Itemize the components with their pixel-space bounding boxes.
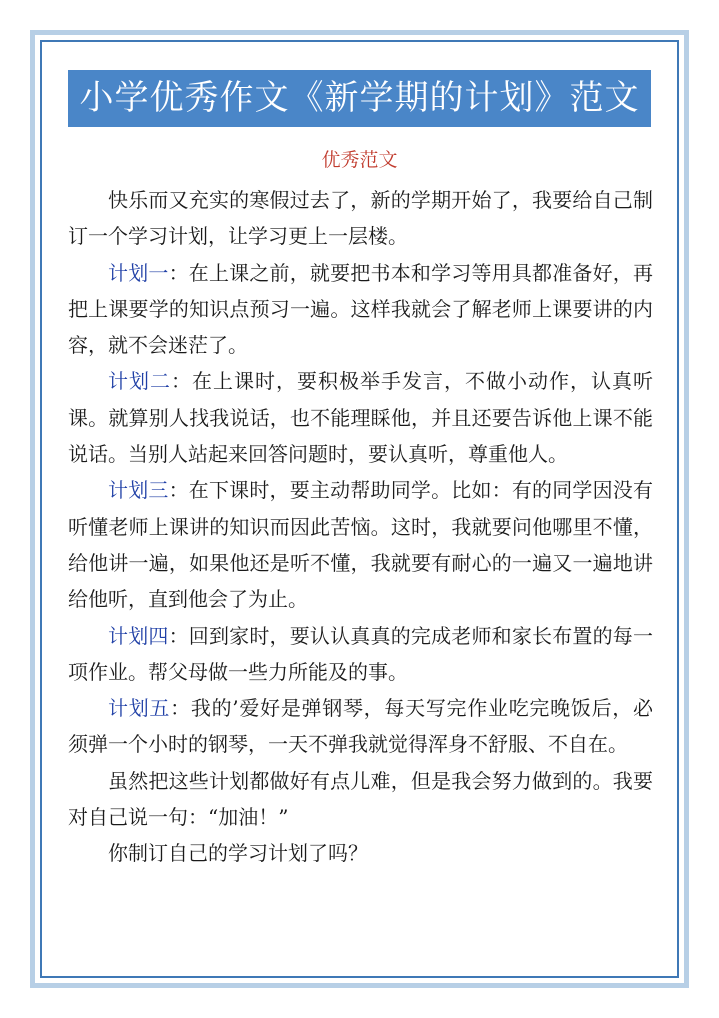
essay-paragraph-conclusion (68, 763, 653, 836)
plan-label: 计划四 (108, 623, 169, 648)
paragraph-text: ：在上课之前，就要把书本和学习等用具都准备好，再把上课要学的知识点预习一遍。这样我就会了解老师上课要讲的内容，就不会迷茫了。 (68, 260, 654, 358)
plan-label: 计划二 (108, 369, 171, 394)
essay-paragraph-plan-1 (68, 255, 653, 364)
paragraph-text: ：在上课时，要积极举手发言，不做小动作，认真听课。就算别人找我说话，也不能理睬他，并且还要告诉他上课不能说话。当别人站起来回答问题时，要认真听，尊重他人。 (68, 369, 653, 467)
essay-paragraph-plan-2 (68, 363, 653, 472)
paragraph-text: 快乐而又充实的寒假过去了，新的学期开始了，我要给自己制订一个学习计划，让学习更上一层楼。 (68, 188, 653, 249)
essay-paragraph-plan-3 (68, 472, 653, 617)
plan-label: 计划三 (108, 478, 169, 503)
paragraph-text: ：在下课时，要主动帮助同学。比如：有的同学因没有听懂老师上课讲的知识而因此苦恼。这时，我就要问他哪里不懂，给他讲一遍，如果他还是听不懂，我就要有耐心的一遍又一遍地讲给他听，直到他会了为止。 (68, 478, 654, 612)
page-title: 小学优秀作文《新学期的计划》范文 (68, 70, 651, 127)
essay-paragraph-plan-4 (68, 618, 653, 691)
essay-paragraph-closing-question (68, 835, 653, 871)
essay-paragraph-intro (68, 182, 653, 255)
section-subtitle: 优秀范文 (321, 149, 398, 171)
essay-paragraph-plan-5 (68, 690, 653, 763)
plan-label: 计划五 (108, 696, 171, 721)
paragraph-text: 你制订自己的学习计划了吗？ (108, 841, 368, 866)
plan-label: 计划一 (108, 260, 169, 285)
paragraph-text: ：回到家时，要认认真真的完成老师和家长布置的每一项作业。帮父母做一些力所能及的事。 (68, 623, 654, 684)
paragraph-text: 虽然把这些计划都做好有点儿难，但是我会努力做到的。我要对自己说一句：“加油！” (68, 768, 653, 830)
essay-body (68, 182, 653, 872)
paragraph-text: ：我的’爱好是弹钢琴，每天写完作业吃完晚饭后，必须弹一个小时的钢琴，一天不弹我就觉得浑身不舒服、不自在。 (68, 696, 654, 757)
